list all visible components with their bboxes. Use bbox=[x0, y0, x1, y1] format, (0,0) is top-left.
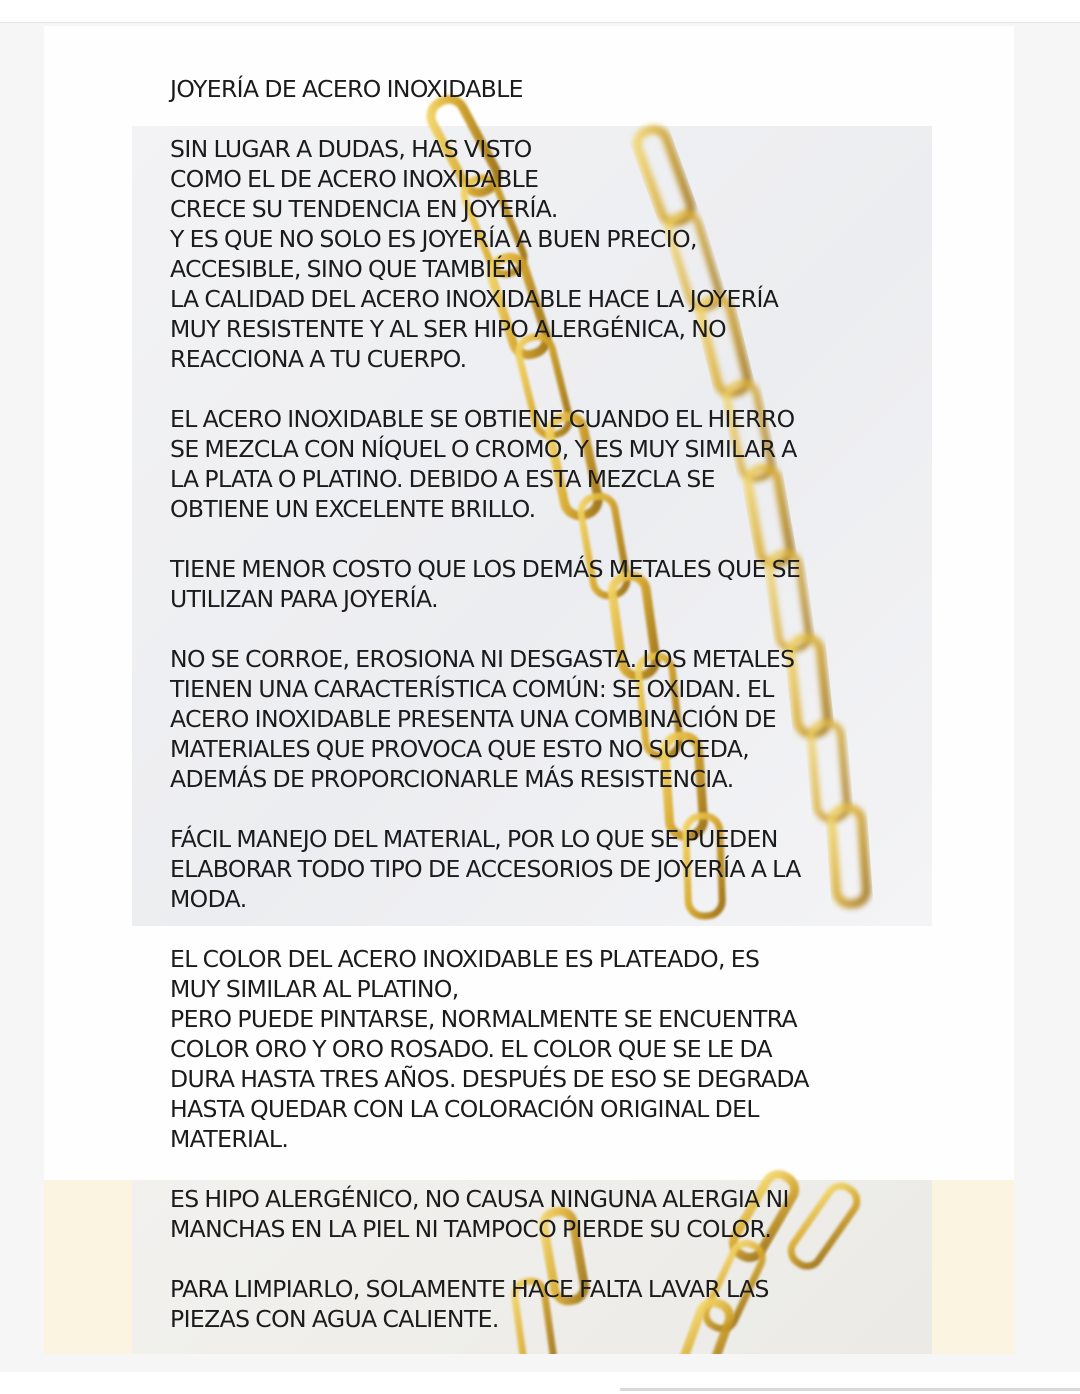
paragraph-color: EL COLOR DEL ACERO INOXIDABLE ES PLATEADO, ES MUY SIMILAR AL PLATINO, PERO PUEDE PINTARSE, NORMALMENTE SE ENCUENTRA COLOR ORO Y ORO ROSADO. EL COLOR QUE SE LE DA DURA HASTA TRES AÑOS. DESPUÉS DE ESO SE DEGRADA HASTA QUEDAR CON LA COLORACIÓN ORIGINAL DEL MATERIAL. bbox=[170, 945, 809, 1153]
paragraph-manejo: FÁCIL MANEJO DEL MATERIAL, POR LO QUE SE PUEDEN ELABORAR TODO TIPO DE ACCESORIOS DE JOYERÍA A LA MODA. bbox=[170, 825, 801, 913]
paragraph-hipoalergenico: ES HIPO ALERGÉNICO, NO CAUSA NINGUNA ALERGIA NI MANCHAS EN LA PIEL NI TAMPOCO PIERDE SU COLOR. bbox=[170, 1185, 789, 1243]
top-bar bbox=[0, 0, 1080, 23]
document-title: JOYERÍA DE ACERO INOXIDABLE bbox=[170, 75, 523, 103]
paragraph-corrosion: NO SE CORROE, EROSIONA NI DESGASTA. LOS METALES TIENEN UNA CARACTERÍSTICA COMÚN: SE OXIDAN. EL ACERO INOXIDABLE PRESENTA UNA COMBINACIÓN DE MATERIALES QUE PROVOCA QUE ESTO NO SUCEDA, ADEMÁS DE PROPORCIONARLE MÁS RESISTENCIA. bbox=[170, 645, 795, 793]
bottom-divider bbox=[620, 1388, 1080, 1391]
paragraph-obtencion: EL ACERO INOXIDABLE SE OBTIENE CUANDO EL HIERRO SE MEZCLA CON NÍQUEL O CROMO, Y ES MUY SIMILAR A LA PLATA O PLATINO. DEBIDO A ESTA MEZCLA SE OBTIENE UN EXCELENTE BRILLO. bbox=[170, 405, 797, 523]
document-text bbox=[170, 74, 930, 1354]
post-image-card bbox=[44, 26, 1014, 1354]
paragraph-costo: TIENE MENOR COSTO QUE LOS DEMÁS METALES QUE SE UTILIZAN PARA JOYERÍA. bbox=[170, 555, 801, 613]
paragraph-tendencia: SIN LUGAR A DUDAS, HAS VISTO COMO EL DE ACERO INOXIDABLE CRECE SU TENDENCIA EN JOYERÍA. Y ES QUE NO SOLO ES JOYERÍA A BUEN PRECIO, ACCESIBLE, SINO QUE TAMBIÉN LA CALIDAD DEL ACERO INOXIDABLE HACE LA JOYERÍA MUY RESISTENTE Y AL SER HIPO ALERGÉNICA, NO REACCIONA A TU CUERPO. bbox=[170, 135, 779, 373]
paragraph-limpieza: PARA LIMPIARLO, SOLAMENTE HACE FALTA LAVAR LAS PIEZAS CON AGUA CALIENTE. bbox=[170, 1275, 769, 1333]
